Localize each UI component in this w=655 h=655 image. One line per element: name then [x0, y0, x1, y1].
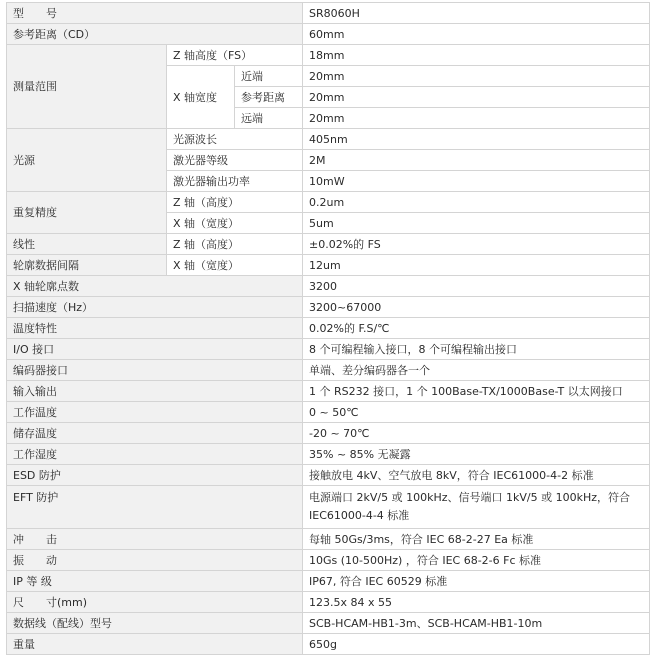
table-row: [7, 613, 650, 634]
shock-label: 冲 击: [7, 529, 303, 550]
in-out-label: 输入输出: [7, 381, 303, 402]
model-label: 型 号: [7, 3, 303, 24]
encoder-value: 单端、差分编码器各一个: [303, 360, 650, 381]
vibration-label: 振 动: [7, 550, 303, 571]
table-row: [7, 234, 650, 255]
profile-interval-value: 12um: [303, 255, 650, 276]
scan-speed-label: 扫描速度（Hz）: [7, 297, 303, 318]
repeat-z-label: Z 轴（高度）: [167, 192, 303, 213]
weight-label: 重量: [7, 634, 303, 655]
table-row: [7, 255, 650, 276]
in-out-value: 1 个 RS232 接口，1 个 100Base-TX/1000Base-T 以太网接口: [303, 381, 650, 402]
z-height-label: Z 轴高度（FS）: [167, 45, 303, 66]
encoder-label: 编码器接口: [7, 360, 303, 381]
table-row: [7, 360, 650, 381]
linearity-sub-label: Z 轴（高度）: [167, 234, 303, 255]
laser-class-label: 激光器等级: [167, 150, 303, 171]
weight-value: 650g: [303, 634, 650, 655]
linearity-value: ±0.02%的 FS: [303, 234, 650, 255]
x-points-label: X 轴轮廓点数: [7, 276, 303, 297]
far-value: 20mm: [303, 108, 650, 129]
humidity-value: 35% ~ 85% 无凝露: [303, 444, 650, 465]
table-row: [7, 45, 650, 66]
ref-distance-label: 参考距离（CD）: [7, 24, 303, 45]
vibration-value: 10Gs (10-500Hz) ，符合 IEC 68-2-6 Fc 标准: [303, 550, 650, 571]
cable-label: 数据线（配线）型号: [7, 613, 303, 634]
laser-power-value: 10mW: [303, 171, 650, 192]
repeat-x-label: X 轴（宽度）: [167, 213, 303, 234]
cable-value: SCB-HCAM-HB1-3m、SCB-HCAM-HB1-10m: [303, 613, 650, 634]
temp-char-value: 0.02%的 F.S/℃: [303, 318, 650, 339]
esd-value: 接触放电 4kV、空气放电 8kV，符合 IEC61000-4-2 标准: [303, 465, 650, 486]
table-row: [7, 423, 650, 444]
table-row: [7, 3, 650, 24]
storage-temp-value: -20 ~ 70℃: [303, 423, 650, 444]
table-row: [7, 402, 650, 423]
table-row: [7, 276, 650, 297]
z-height-value: 18mm: [303, 45, 650, 66]
repeat-z-value: 0.2um: [303, 192, 650, 213]
table-row: [7, 297, 650, 318]
shock-value: 每轴 50Gs/3ms，符合 IEC 68-2-27 Ea 标准: [303, 529, 650, 550]
light-label: 光源: [7, 129, 167, 192]
laser-power-label: 激光器输出功率: [167, 171, 303, 192]
repeatability-label: 重复精度: [7, 192, 167, 234]
ref-value: 20mm: [303, 87, 650, 108]
near-value: 20mm: [303, 66, 650, 87]
table-row: [7, 381, 650, 402]
table-row: [7, 550, 650, 571]
table-row: [7, 592, 650, 613]
x-width-label: X 轴宽度: [167, 66, 235, 129]
table-row: [7, 634, 650, 655]
op-temp-value: 0 ~ 50℃: [303, 402, 650, 423]
wavelength-label: 光源波长: [167, 129, 303, 150]
temp-char-label: 温度特性: [7, 318, 303, 339]
x-points-value: 3200: [303, 276, 650, 297]
spec-table: [6, 2, 650, 655]
near-label: 近端: [235, 66, 303, 87]
op-temp-label: 工作温度: [7, 402, 303, 423]
size-label: 尺 寸(mm): [7, 592, 303, 613]
far-label: 远端: [235, 108, 303, 129]
table-row: [7, 571, 650, 592]
table-row: [7, 192, 650, 213]
profile-interval-sub-label: X 轴（宽度）: [167, 255, 303, 276]
storage-temp-label: 储存温度: [7, 423, 303, 444]
model-value: SR8060H: [303, 3, 650, 24]
wavelength-value: 405nm: [303, 129, 650, 150]
scan-speed-value: 3200~67000: [303, 297, 650, 318]
table-row: [7, 529, 650, 550]
measure-range-label: 测量范围: [7, 45, 167, 129]
repeat-x-value: 5um: [303, 213, 650, 234]
humidity-label: 工作湿度: [7, 444, 303, 465]
eft-label: EFT 防护: [7, 486, 303, 529]
eft-value: 电源端口 2kV/5 或 100kHz、信号端口 1kV/5 或 100kHz，符合 IEC61000-4-4 标准: [303, 486, 650, 529]
ref-distance-value: 60mm: [303, 24, 650, 45]
io-label: I/O 接口: [7, 339, 303, 360]
profile-interval-label: 轮廓数据间隔: [7, 255, 167, 276]
linearity-label: 线性: [7, 234, 167, 255]
table-row: [7, 24, 650, 45]
laser-class-value: 2M: [303, 150, 650, 171]
table-row: [7, 318, 650, 339]
ip-value: IP67, 符合 IEC 60529 标准: [303, 571, 650, 592]
size-value: 123.5x 84 x 55: [303, 592, 650, 613]
ref-label: 参考距离: [235, 87, 303, 108]
io-value: 8 个可编程输入接口，8 个可编程输出接口: [303, 339, 650, 360]
ip-label: IP 等 级: [7, 571, 303, 592]
table-row: [7, 444, 650, 465]
table-row: [7, 129, 650, 150]
table-row: [7, 486, 650, 529]
esd-label: ESD 防护: [7, 465, 303, 486]
table-row: [7, 465, 650, 486]
table-row: [7, 339, 650, 360]
